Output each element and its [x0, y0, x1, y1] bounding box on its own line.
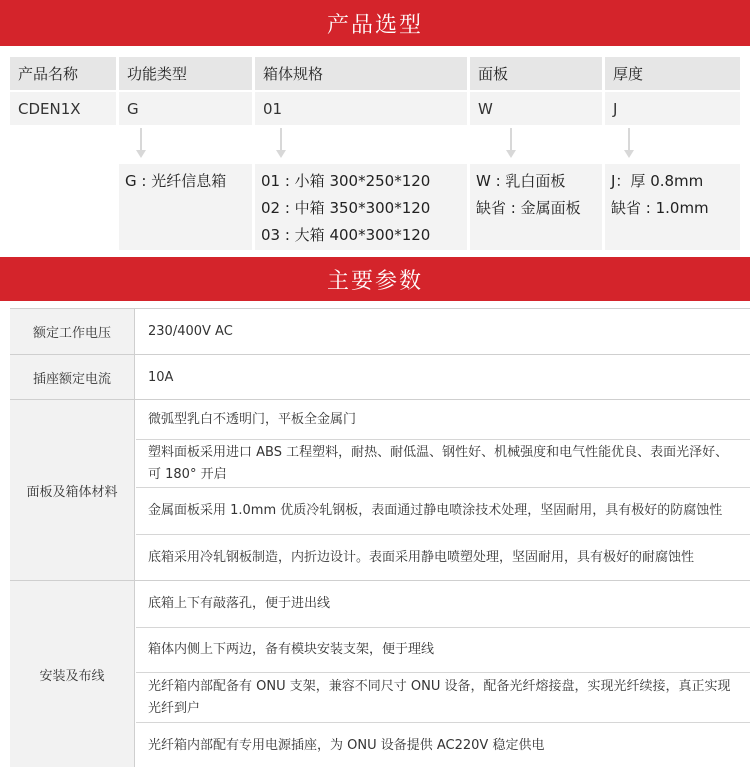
param-value: 金属面板采用 1.0mm 优质冷轧钢板，表面通过静电喷涂技术处理，坚固耐用，具有极好的防腐蚀性: [136, 488, 750, 535]
param-value: 箱体内侧上下两边，备有模块安装支架，便于理线: [136, 628, 750, 673]
value-thickness: J: [605, 92, 740, 125]
param-value-group: [136, 581, 750, 767]
param-value: 底箱采用冷轧钢板制造，内折边设计。表面采用静电喷塑处理，坚固耐用，具有极好的耐腐蚀性: [148, 550, 695, 565]
size-options: [255, 164, 467, 250]
param-label: 额定工作电压: [10, 309, 135, 354]
panel-option: W : 乳白面板: [476, 172, 566, 190]
header-product-name: 产品名称: [10, 57, 116, 90]
product-selection-title: 产品选型: [0, 0, 750, 46]
arrow-down-icon: [276, 128, 286, 160]
param-row: [10, 355, 750, 400]
panel-option: 缺省 : 金属面板: [476, 199, 581, 217]
selection-value-row: [0, 92, 750, 125]
param-row: [10, 309, 750, 355]
param-value: 微弧型乳白不透明门，平板全金属门: [136, 400, 750, 440]
header-panel: 面板: [470, 57, 602, 90]
param-value: 塑料面板采用进口 ABS 工程塑料，耐热、耐低温、钢性好、机械强度和电气性能优良、表面光泽好、可 180° 开启: [136, 440, 750, 488]
size-option: 01 : 小箱 300*250*120: [261, 172, 431, 190]
param-label: 安装及布线: [10, 581, 135, 767]
value-function-type: G: [119, 92, 252, 125]
size-option: 02 : 中箱 350*300*120: [261, 199, 431, 217]
value-box-size: 01: [255, 92, 467, 125]
arrow-down-icon: [624, 128, 634, 160]
value-panel: W: [470, 92, 602, 125]
param-value: 230/400V AC: [148, 324, 233, 339]
thickness-option: J：厚 0.8mm: [611, 172, 704, 190]
header-box-size: 箱体规格: [255, 57, 467, 90]
panel-options: [470, 164, 602, 250]
header-thickness: 厚度: [605, 57, 740, 90]
param-label: 插座额定电流: [10, 355, 135, 399]
value-product-name: CDEN1X: [10, 92, 116, 125]
function-options: [119, 164, 252, 250]
main-params-title: 主要参数: [0, 257, 750, 301]
function-option: G : 光纤信息箱: [125, 172, 227, 190]
selection-header-row: [0, 57, 750, 90]
arrow-down-icon: [506, 128, 516, 160]
thickness-option: 缺省 : 1.0mm: [611, 199, 709, 217]
size-option: 03 : 大箱 400*300*120: [261, 226, 431, 244]
param-value: 底箱上下有敲落孔，便于进出线: [136, 581, 750, 628]
param-value: 光纤箱内部配有专用电源插座，为 ONU 设备提供 AC220V 稳定供电: [148, 737, 545, 753]
header-function-type: 功能类型: [119, 57, 252, 90]
param-row: [10, 400, 750, 581]
param-value: 光纤箱内部配备有 ONU 支架，兼容不同尺寸 ONU 设备，配备光纤熔接盘，实现光纤续接，真正实现光纤到户: [136, 673, 750, 723]
thickness-options: [605, 164, 740, 250]
params-table: [10, 308, 750, 753]
param-value-group: [136, 400, 750, 580]
param-value: 10A: [148, 369, 174, 385]
param-label: 面板及箱体材料: [10, 400, 135, 580]
param-row: [10, 581, 750, 767]
arrow-down-icon: [136, 128, 146, 160]
